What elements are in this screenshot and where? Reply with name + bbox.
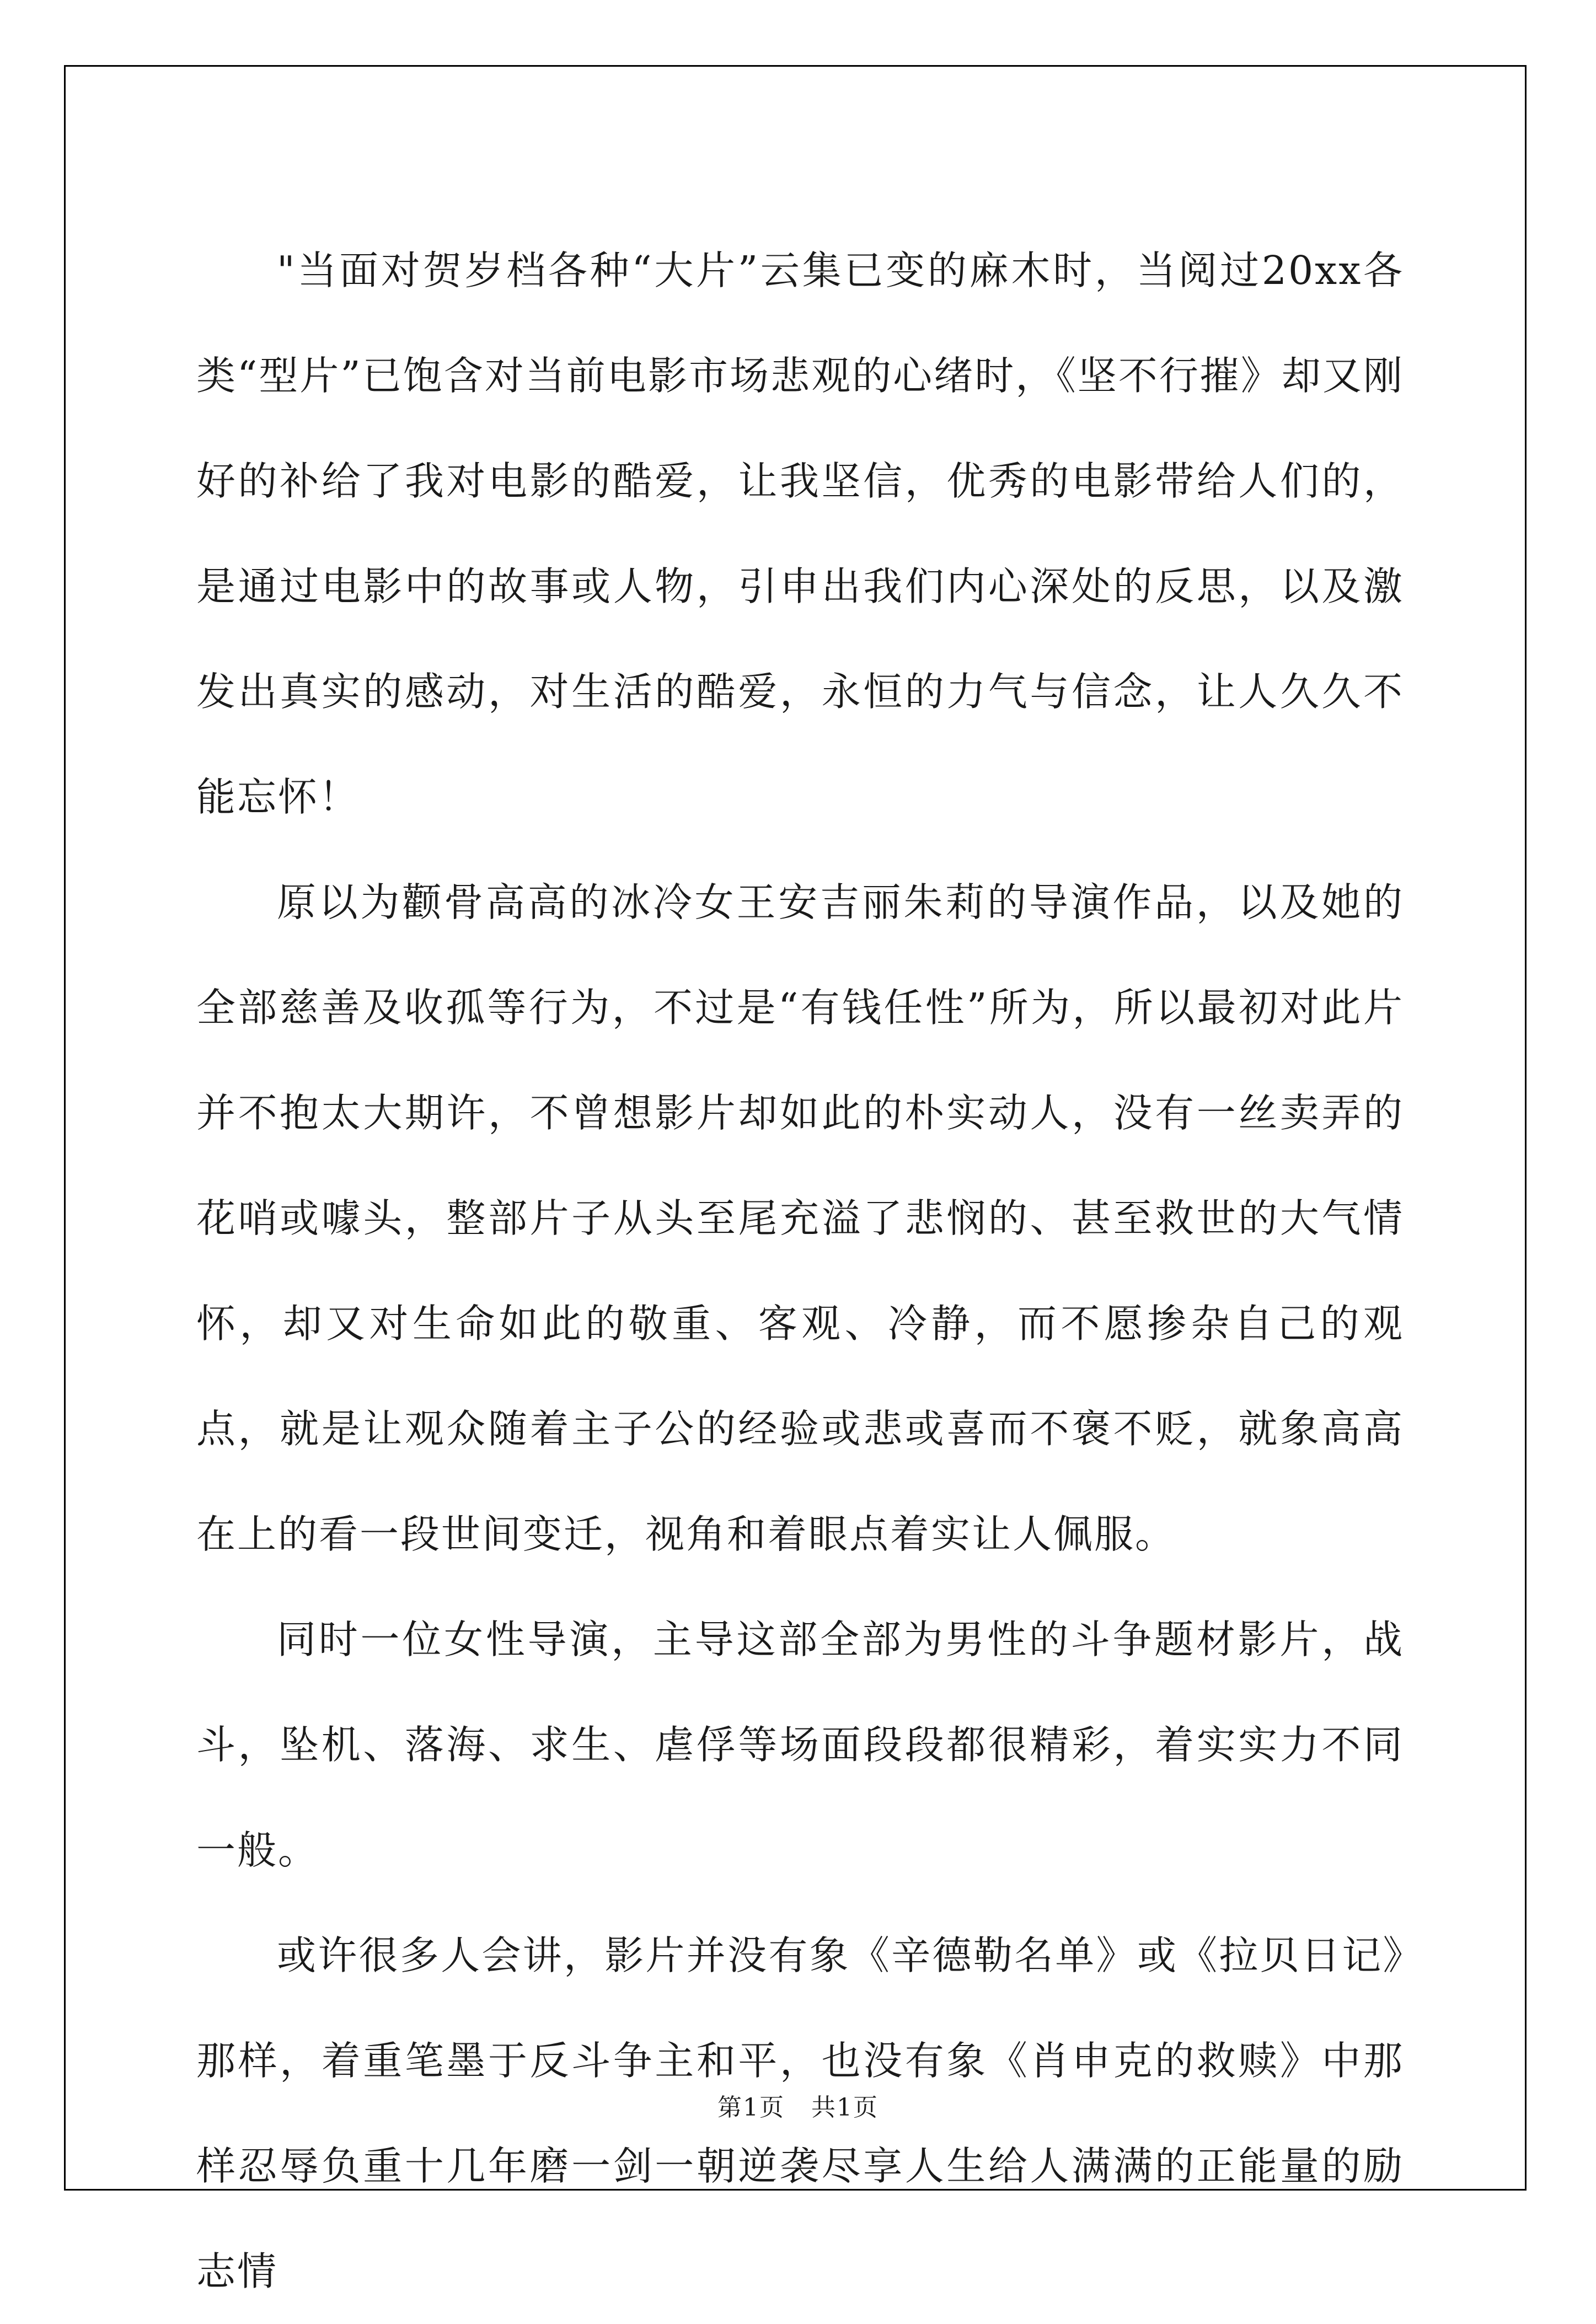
paragraph: 原以为颧骨高高的冰冷女王安吉丽朱莉的导演作品，以及她的全部慈善及收孤等行为，不过是“有钱任性”所为，所以最初对此片并不抱太大期许，不曾想影片却如此的朴实动人，没有一丝卖弄的花哨或噱头，整部片子从头至尾充溢了悲悯的、甚至救世的大气情怀，却又对生命如此的敬重、客观、冷静，而不愿掺杂自己的观点，就是让观众随着主子公的经验或悲或喜而不褒不贬，就象高高在上的看一段世间变迁，视角和着眼点着实让人佩服。 xyxy=(196,879,1404,1557)
paragraph: 或许很多人会讲，影片并没有象《辛德勒名单》或《拉贝日记》那样，着重笔墨于反斗争主和平，也没有象《肖申克的救赎》中那样忍辱负重十几年磨一剑一朝逆袭尽享人生给人满满的正能量的励志情 xyxy=(196,1933,1404,2294)
page-number: 第1页 xyxy=(717,2094,785,2122)
paragraph: "当面对贺岁档各种“大片”云集已变的麻木时，当阅过20xx各类“型片”已饱含对当前电影市场悲观的心绪时，《坚不行摧》却又刚好的补给了我对电影的酷爱，让我坚信，优秀的电影带给人们的，是通过电影中的故事或人物，引申出我们内心深处的反思，以及激发出真实的感动，对生活的酷爱，永恒的力气与信念，让人久久不能忘怀！ xyxy=(196,248,1404,820)
paragraph: 同时一位女性导演，主导这部全部为男性的斗争题材影片，战斗，坠机、落海、求生、虐俘等场面段段都很精彩，着实实力不同一般。 xyxy=(196,1617,1404,1873)
page-footer xyxy=(0,2091,1596,2124)
page-total: 共1页 xyxy=(811,2094,879,2122)
document-body xyxy=(196,218,1404,2324)
